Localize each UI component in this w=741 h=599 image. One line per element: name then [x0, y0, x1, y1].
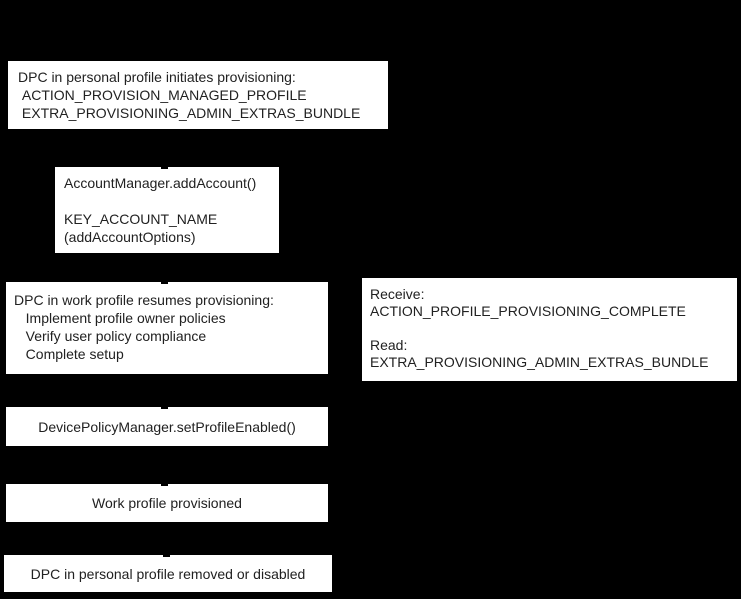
flow-box-text-line: AccountManager.addAccount(): [64, 175, 257, 191]
flow-box-text-line: DPC in personal profile initiates provisioning:: [18, 69, 296, 85]
flow-box-text-line: DevicePolicyManager.setProfileEnabled(): [38, 418, 296, 435]
flow-box-resume-provisioning: [6, 282, 328, 374]
flow-box-text-line: EXTRA_PROVISIONING_ADMIN_EXTRAS_BUNDLE: [370, 354, 709, 370]
flow-box-text-line: DPC in personal profile removed or disabled: [30, 565, 306, 582]
flow-box-text-line: ACTION_PROFILE_PROVISIONING_COMPLETE: [370, 303, 686, 319]
flow-box-dpc-removed: [4, 555, 332, 592]
flow-box-initiate-provisioning: [8, 61, 388, 129]
flow-box-text-line: Read:: [370, 337, 408, 353]
flow-box-text-line: DPC in work profile resumes provisioning:: [14, 292, 274, 308]
flow-box-text-line: [370, 320, 729, 337]
arrowhead-notch: [161, 167, 168, 169]
flow-box-text-line: EXTRA_PROVISIONING_ADMIN_EXTRAS_BUNDLE: [18, 105, 361, 121]
flow-box-work-profile-provisioned: [6, 484, 328, 522]
flow-box-text-line: ACTION_PROVISION_MANAGED_PROFILE: [18, 87, 307, 103]
arrowhead-notch: [161, 484, 168, 486]
flow-box-text-line: KEY_ACCOUNT_NAME: [64, 211, 218, 227]
flow-box-text-line: Work profile provisioned: [92, 495, 242, 511]
flow-box-receive-complete: [362, 278, 737, 381]
flow-box-text-line: Complete setup: [14, 346, 124, 362]
flow-box-text-line: Verify user policy compliance: [14, 328, 207, 344]
flow-box-text-line: (addAccountOptions): [64, 229, 196, 245]
arrowhead-notch: [161, 282, 168, 284]
flow-box-text-line: Implement profile owner policies: [14, 310, 226, 326]
flow-box-text-line: Receive:: [370, 286, 425, 302]
flow-box-set-profile-enabled: [6, 407, 328, 446]
arrowhead-notch: [163, 555, 170, 557]
flow-box-text-line: [64, 192, 270, 210]
arrowhead-notch: [161, 407, 168, 409]
flow-box-add-account: [55, 167, 279, 253]
